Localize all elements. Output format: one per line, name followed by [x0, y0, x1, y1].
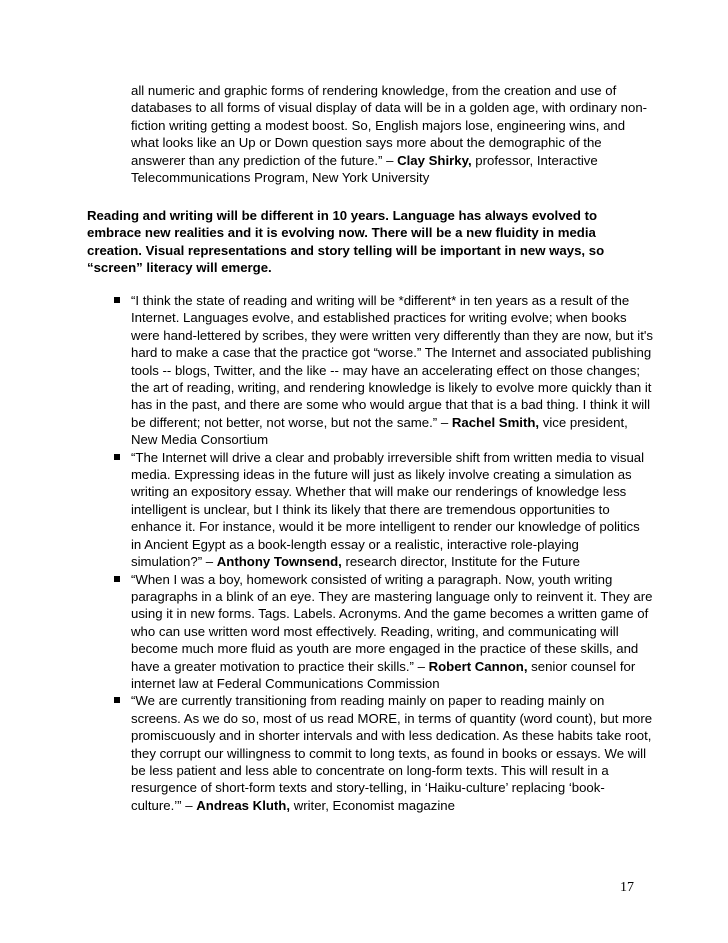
quote-text: “The Internet will drive a clear and probably irreversible shift from written media to visual media. Expressing ideas in the future will just as likely involve creating a simulation as writing an expository essay. Whether that will make our renderings of knowledge less intelligent is unclear, but I think its likely that there are tremendous opportunities to enhance it. For instance, would it be more intelligent to render our knowledge of politics in Ancient Egypt as a book-length essay or a realistic, interactive role-playing simulation?” – [131, 449, 645, 570]
quote-author-role: vice president, New Media Consortium [131, 414, 628, 448]
square-bullet-icon [114, 297, 120, 303]
quote-author-role: senior counsel for internet law at Federal Communications Commission [131, 658, 636, 691]
list-item [131, 571, 653, 693]
quote-text: “I think the state of reading and writing will be *different* in ten years as a result of the Internet. Languages evolve, and established practices for writing evolve; when books were hand-lettered by scribes, they were written very differently than they are now, but it's hard to make a case that the practice got “worse.” The Internet and associated publishing tools -- blogs, Twitter, and the like -- may have an accelerating effect on those changes; the art of reading, writing, and rendering knowledge is likely to evolve more quickly than it has in the past, and there are some who would argue that that is a bad thing. I think it will be different; not better, not worse, but not the same.” – [131, 293, 653, 430]
quote-author: Robert Cannon, [428, 658, 528, 674]
quote-list [131, 292, 653, 814]
list-item [131, 292, 653, 449]
page-number: 17 [620, 880, 634, 895]
continued-quote [131, 82, 651, 186]
quote-text: “When I was a boy, homework consisted of writing a paragraph. Now, youth writing paragraphs in a blink of an eye. They are mastering language only to reinvent it. They are using it in new forms. Tags. Labels. Acronyms. And the game becomes a written game of who can use written word most effectively. Reading, writing, and communicating will become much more fluid as youth are more engaged in the practice of these skills, and have a greater motivation to practice their skills.” – [131, 571, 653, 674]
quote-author: Andreas Kluth, [196, 797, 291, 813]
quote-text: “We are currently transitioning from reading mainly on paper to reading mainly on screens. As we do so, most of us read MORE, in terms of quantity (word count), but more promiscuously and in shorter intervals and with less dedication. As these habits take root, they corrupt our willingness to commit to long texts, as found in books or essays. We will be less patient and less able to concentrate on long-form texts. This will result in a resurgence of short-form texts and story-telling, in ‘Haiku-culture’ replacing ‘book-culture.’” – [131, 693, 653, 813]
section-heading: Reading and writing will be different in 10 years. Language has always evolved to embrace new realities and it is evolving now. There will be a new fluidity in media creation. Visual representations and story telling will be important in new ways, so “screen” literacy will emerge. [87, 208, 605, 276]
list-item [131, 692, 653, 814]
quote-author: Anthony Townsend, [216, 554, 342, 570]
square-bullet-icon [114, 697, 120, 703]
quote-author-role: professor, Interactive Telecommunications Program, New York University [131, 152, 598, 186]
list-item [131, 449, 653, 571]
quote-text: all numeric and graphic forms of rendering knowledge, from the creation and use of databases to all forms of visual display of data will be in a golden age, with ordinary non-fiction writing getting a modest boost. So, English majors lose, engineering wins, and what looks like an Up or Down question says more about the demographic of the answerer than any prediction of the future.” – [131, 83, 648, 168]
quote-author-role: research director, Institute for the Future [341, 554, 581, 570]
quote-author-role: writer, Economist magazine [290, 797, 455, 813]
quote-author: Clay Shirky, [397, 152, 472, 168]
square-bullet-icon [114, 576, 120, 582]
quote-author: Rachel Smith, [451, 414, 540, 430]
square-bullet-icon [114, 454, 120, 460]
